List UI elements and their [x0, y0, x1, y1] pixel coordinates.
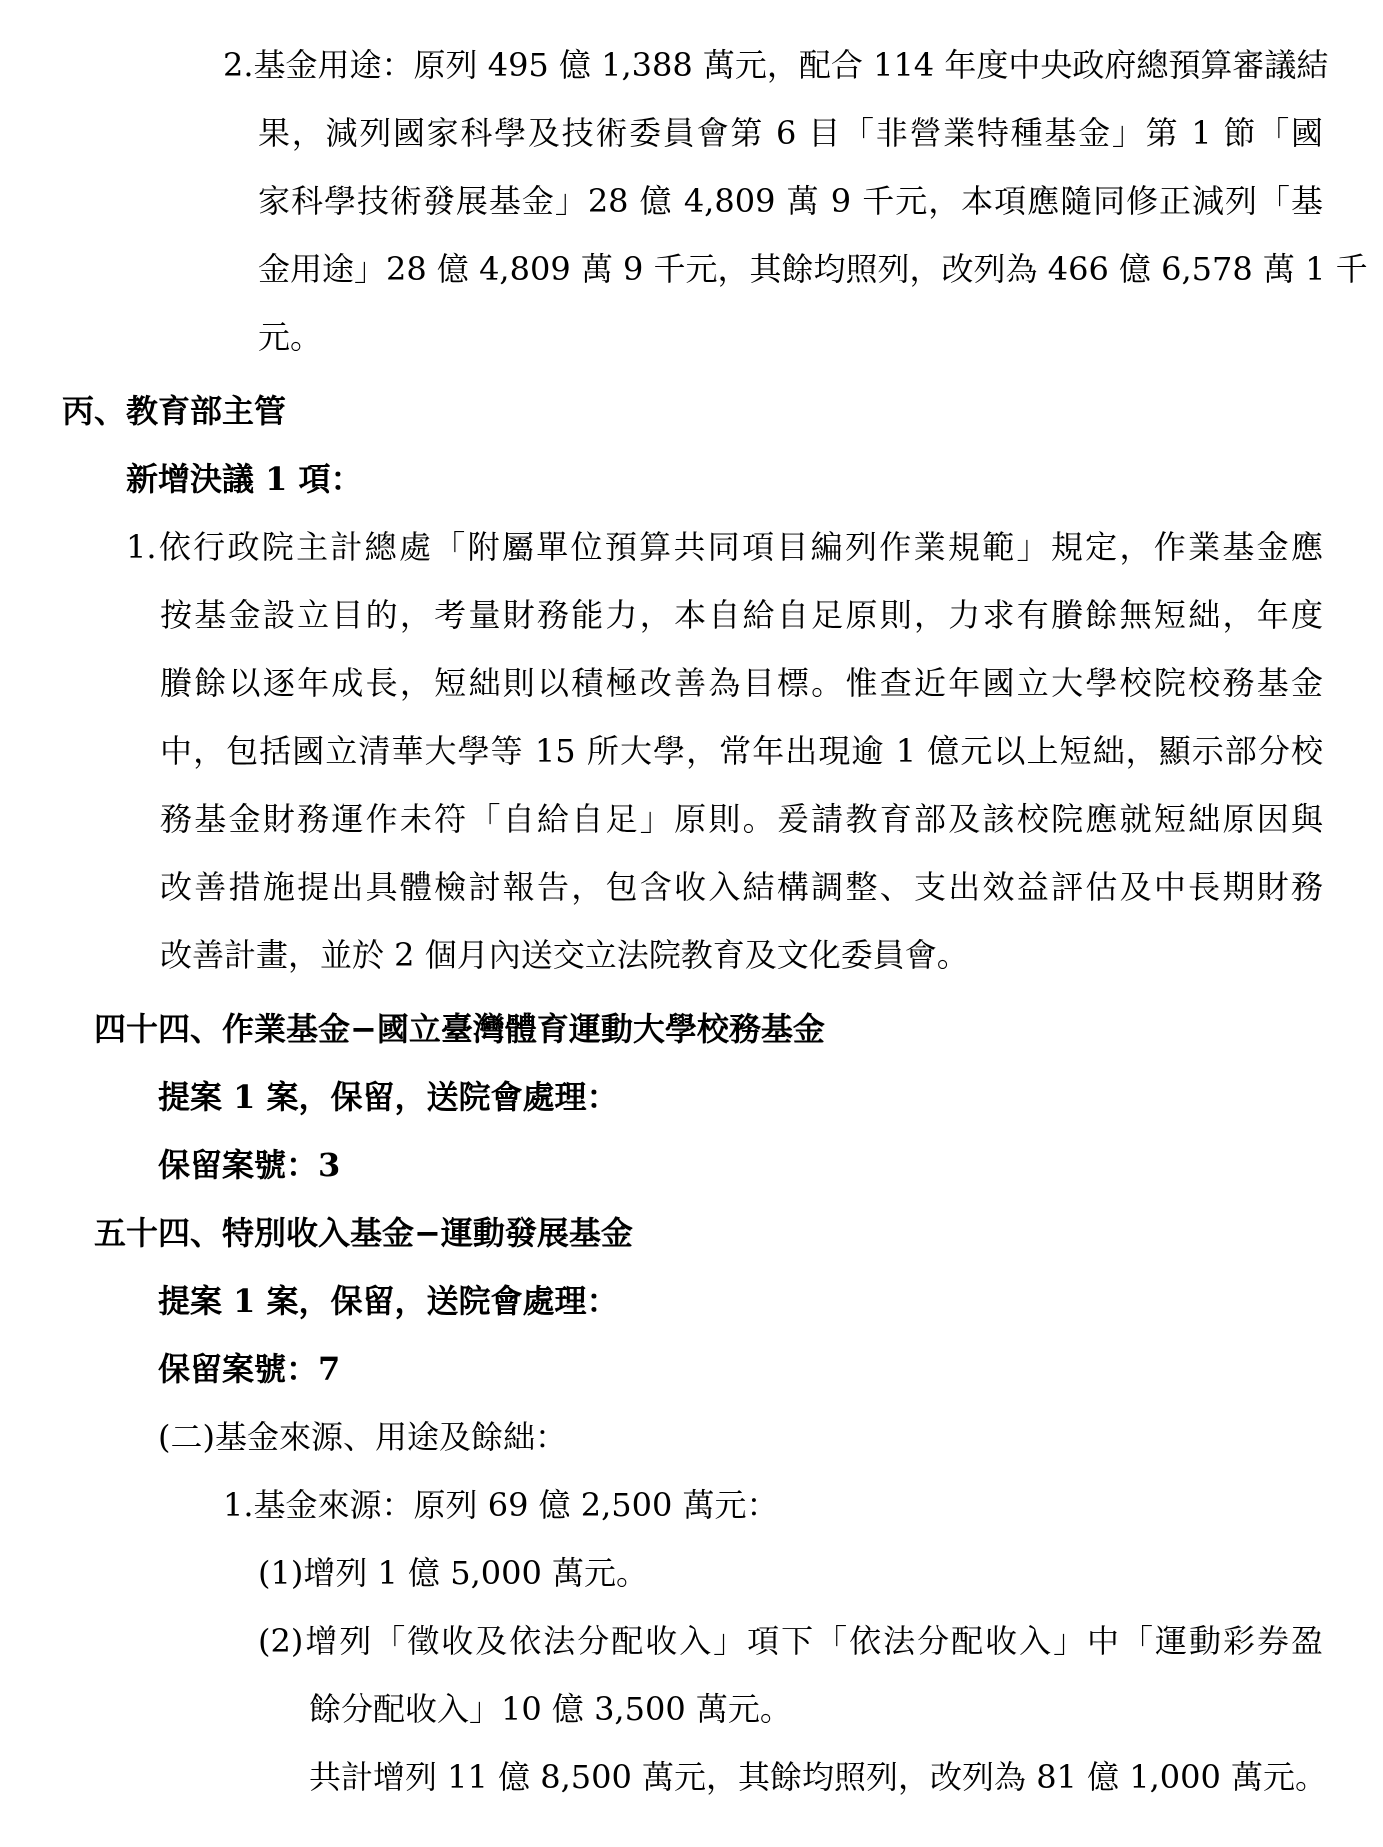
resolution-line-4: 中，包括國立清華大學等 15 所大學，常年出現逾 1 億元以上短絀，顯示部分校	[160, 732, 1323, 770]
reserved-no-54: 保留案號：7	[158, 1350, 341, 1388]
section-heading-44: 四十四、作業基金−國立臺灣體育運動大學校務基金	[94, 1010, 825, 1048]
resolution-line-6: 改善措施提出具體檢討報告，包含收入結構調整、支出效益評估及中長期財務	[160, 868, 1323, 906]
new-resolution-title: 新增決議 1 項：	[126, 460, 363, 498]
section-heading-bing: 丙、教育部主管	[62, 392, 287, 430]
resolution-line-1: 1.依行政院主計總處「附屬單位預算共同項目編列作業規範」規定，作業基金應	[126, 528, 1323, 566]
proposal-54: 提案 1 案，保留，送院會處理：	[158, 1282, 619, 1320]
reserved-no-44: 保留案號：3	[158, 1146, 341, 1184]
item2-line-2: 果，減列國家科學及技術委員會第 6 目「非營業特種基金」第 1 節「國	[258, 114, 1323, 152]
resolution-line-3: 賸餘以逐年成長，短絀則以積極改善為目標。惟查近年國立大學校院校務基金	[160, 664, 1323, 702]
section-heading-54: 五十四、特別收入基金−運動發展基金	[94, 1214, 633, 1252]
item2-line-4: 金用途」28 億 4,809 萬 9 千元，其餘均照列，改列為 466 億 6,578 萬 1 千	[258, 250, 1368, 288]
sub-title-fund: (二)基金來源、用途及餘絀：	[158, 1418, 567, 1456]
resolution-line-7: 改善計畫，並於 2 個月內送交立法院教育及文化委員會。	[160, 936, 969, 974]
item1-fund-source: 1.基金來源：原列 69 億 2,500 萬元：	[223, 1486, 779, 1524]
item1-sub-1: (1)增列 1 億 5,000 萬元。	[258, 1554, 648, 1592]
item2-line-3: 家科學技術發展基金」28 億 4,809 萬 9 千元，本項應隨同修正減列「基	[258, 182, 1323, 220]
item2-line-5: 元。	[258, 318, 323, 356]
total-line: 共計增列 11 億 8,500 萬元，其餘均照列，改列為 81 億 1,000 萬元。	[309, 1758, 1328, 1796]
item1-sub-2-line-2: 餘分配收入」10 億 3,500 萬元。	[309, 1690, 792, 1728]
proposal-44: 提案 1 案，保留，送院會處理：	[158, 1078, 619, 1116]
resolution-line-2: 按基金設立目的，考量財務能力，本自給自足原則，力求有賸餘無短絀，年度	[160, 596, 1323, 634]
item2-line-1: 2.基金用途：原列 495 億 1,388 萬元，配合 114 年度中央政府總預算審議結	[223, 46, 1329, 84]
item1-sub-2-line-1: (2)增列「徵收及依法分配收入」項下「依法分配收入」中「運動彩券盈	[258, 1622, 1323, 1660]
resolution-line-5: 務基金財務運作未符「自給自足」原則。爰請教育部及該校院應就短絀原因與	[160, 800, 1323, 838]
